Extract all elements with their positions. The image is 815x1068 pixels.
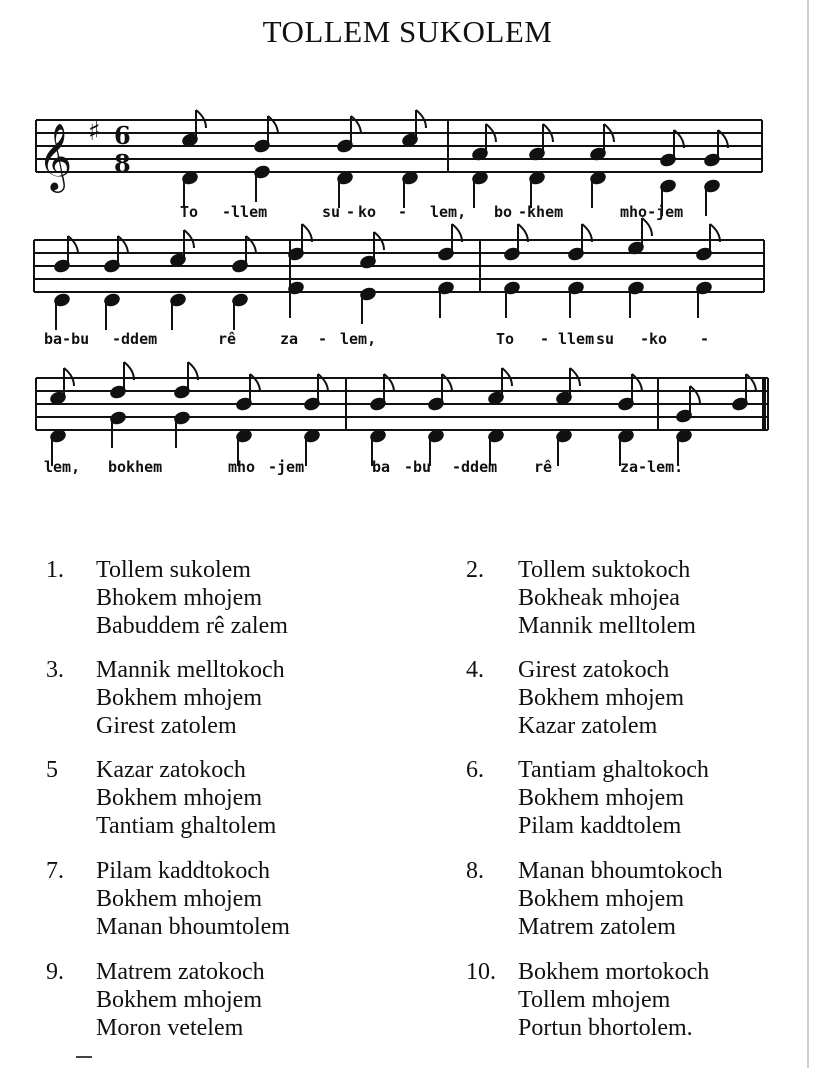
- verse-line: Bokhem mhojem: [518, 785, 684, 811]
- note-head: [504, 281, 521, 318]
- verse-line: Tollem mhojem: [518, 987, 671, 1013]
- lyric-syllable: To: [180, 203, 199, 221]
- lyric-syllable: -khem: [518, 203, 564, 221]
- sharp-icon: ♯: [88, 117, 101, 147]
- lyric-syllable: ba-bu: [44, 330, 90, 348]
- lyric-syllable: mho: [228, 458, 256, 476]
- note-head: [428, 374, 452, 411]
- note-head: [402, 110, 426, 147]
- note-head: [370, 374, 394, 411]
- verse-number: 8.: [466, 858, 484, 884]
- verse-line: Tantiam ghaltokoch: [518, 757, 709, 783]
- verse-number: 7.: [46, 858, 64, 884]
- verse-line: Babuddem rê zalem: [96, 613, 288, 639]
- note-head: [556, 429, 573, 466]
- note-head: [170, 230, 194, 267]
- note-head: [232, 293, 249, 330]
- time-signature-bottom: 8: [114, 149, 131, 178]
- lyric-syllable: lem,: [340, 330, 377, 348]
- verse-line: Tollem sukolem: [96, 557, 251, 583]
- note-head: [704, 179, 721, 216]
- note-head: [590, 171, 607, 208]
- verse-number: 3.: [46, 657, 64, 683]
- note-head: [696, 281, 713, 318]
- verse-line: Matrem zatokoch: [96, 959, 265, 985]
- lyric-syllable: -ddem: [452, 458, 498, 476]
- verse-line: Girest zatokoch: [518, 657, 670, 683]
- note-head: [568, 281, 585, 318]
- music-score: [0, 0, 815, 520]
- note-head: [254, 165, 271, 202]
- lyric-syllable: rê: [534, 458, 553, 476]
- lyric-syllable: -: [318, 330, 328, 348]
- lyric-syllable: llem: [558, 330, 595, 348]
- note-head: [360, 287, 377, 324]
- verse-line: Bokheak mhojea: [518, 585, 680, 611]
- lyric-syllable: -jem: [268, 458, 305, 476]
- footer-mark: [76, 1056, 92, 1058]
- verse-line: Manan bhoumtolem: [96, 914, 290, 940]
- note-head: [529, 124, 553, 161]
- verse-line: Bokhem mhojem: [518, 886, 684, 912]
- lyric-syllable: -: [346, 203, 356, 221]
- note-head: [628, 218, 652, 255]
- note-head: [110, 362, 134, 399]
- lyric-syllable: -llem: [222, 203, 268, 221]
- lyric-syllable: To: [496, 330, 515, 348]
- lyric-syllable: -bu: [404, 458, 432, 476]
- verse-line: Bokhem mortokoch: [518, 959, 710, 985]
- note-head: [288, 224, 312, 261]
- lyric-syllable: mho-jem: [620, 203, 684, 221]
- verse-line: Pilam kaddtokoch: [96, 858, 270, 884]
- verse-number: 4.: [466, 657, 484, 683]
- note-head: [628, 281, 645, 318]
- lyric-syllable: su: [322, 203, 341, 221]
- lyric-syllable: rê: [218, 330, 237, 348]
- lyric-syllable: -ko: [640, 330, 668, 348]
- lyric-syllable: -: [700, 330, 710, 348]
- verse-line: Manan bhoumtokoch: [518, 858, 723, 884]
- time-signature-top: 6: [114, 121, 131, 150]
- note-head: [54, 293, 71, 330]
- song-title: TOLLEM SUKOLEM: [262, 14, 553, 49]
- verse-line: Tantiam ghaltolem: [96, 813, 277, 839]
- note-head: [288, 281, 305, 318]
- verse-line: Bokhem mhojem: [518, 685, 684, 711]
- verse-line: Kazar zatolem: [518, 713, 658, 739]
- lyric-syllable: za: [280, 330, 299, 348]
- note-head: [174, 362, 198, 399]
- note-head: [304, 374, 328, 411]
- note-head: [232, 236, 256, 273]
- lyric-syllable: bo: [494, 203, 513, 221]
- note-head: [360, 232, 384, 269]
- note-head: [556, 368, 580, 405]
- note-head: [104, 236, 128, 273]
- verse-number: 9.: [46, 959, 64, 985]
- verse-line: Kazar zatokoch: [96, 757, 246, 783]
- note-head: [732, 374, 756, 411]
- note-head: [660, 130, 684, 167]
- verse-line: Bokhem mhojem: [96, 785, 262, 811]
- verse-line: Moron vetelem: [96, 1015, 244, 1041]
- verse-line: Pilam kaddtolem: [518, 813, 682, 839]
- note-head: [54, 236, 78, 273]
- note-head: [504, 224, 528, 261]
- lyric-syllable: -: [540, 330, 550, 348]
- note-head: [438, 281, 455, 318]
- note-head: [304, 429, 321, 466]
- note-head: [337, 116, 361, 153]
- verse-line: Matrem zatolem: [518, 914, 676, 940]
- treble-clef-icon: 𝄞: [38, 122, 73, 190]
- verse-line: Mannik melltokoch: [96, 657, 285, 683]
- lyric-syllable: -ddem: [112, 330, 158, 348]
- lyric-syllable: za-lem.: [620, 458, 684, 476]
- note-head: [472, 124, 496, 161]
- verse-line: Mannik melltolem: [518, 613, 696, 639]
- verse-line: Bokhem mhojem: [96, 987, 262, 1013]
- verse-line: Bokhem mhojem: [96, 886, 262, 912]
- note-head: [50, 368, 74, 405]
- verse-line: Bokhem mhojem: [96, 685, 262, 711]
- note-head: [696, 224, 720, 261]
- note-head: [618, 374, 642, 411]
- note-head: [590, 124, 614, 161]
- note-head: [568, 224, 592, 261]
- note-head: [704, 130, 728, 167]
- note-head: [254, 116, 278, 153]
- verse-line: Tollem suktokoch: [518, 557, 691, 583]
- verse-number: 6.: [466, 757, 484, 783]
- lyric-syllable: ba: [372, 458, 391, 476]
- note-head: [236, 374, 260, 411]
- note-head: [182, 110, 206, 147]
- verse-number: 10.: [466, 959, 496, 985]
- verse-line: Portun bhortolem.: [518, 1015, 693, 1041]
- note-head: [472, 171, 489, 208]
- verse-number: 5: [46, 757, 58, 783]
- lyric-syllable: bokhem: [108, 458, 163, 476]
- lyric-syllable: lem,: [430, 203, 467, 221]
- lyric-syllable: ko: [358, 203, 377, 221]
- note-head: [104, 293, 121, 330]
- verse-line: Girest zatolem: [96, 713, 237, 739]
- note-head: [488, 368, 512, 405]
- note-head: [438, 224, 462, 261]
- note-head: [170, 293, 187, 330]
- verse-number: 1.: [46, 557, 64, 583]
- verse-number: 2.: [466, 557, 484, 583]
- verse-line: Bhokem mhojem: [96, 585, 262, 611]
- lyric-syllable: lem,: [44, 458, 81, 476]
- lyric-syllable: su: [596, 330, 615, 348]
- lyric-syllable: -: [398, 203, 408, 221]
